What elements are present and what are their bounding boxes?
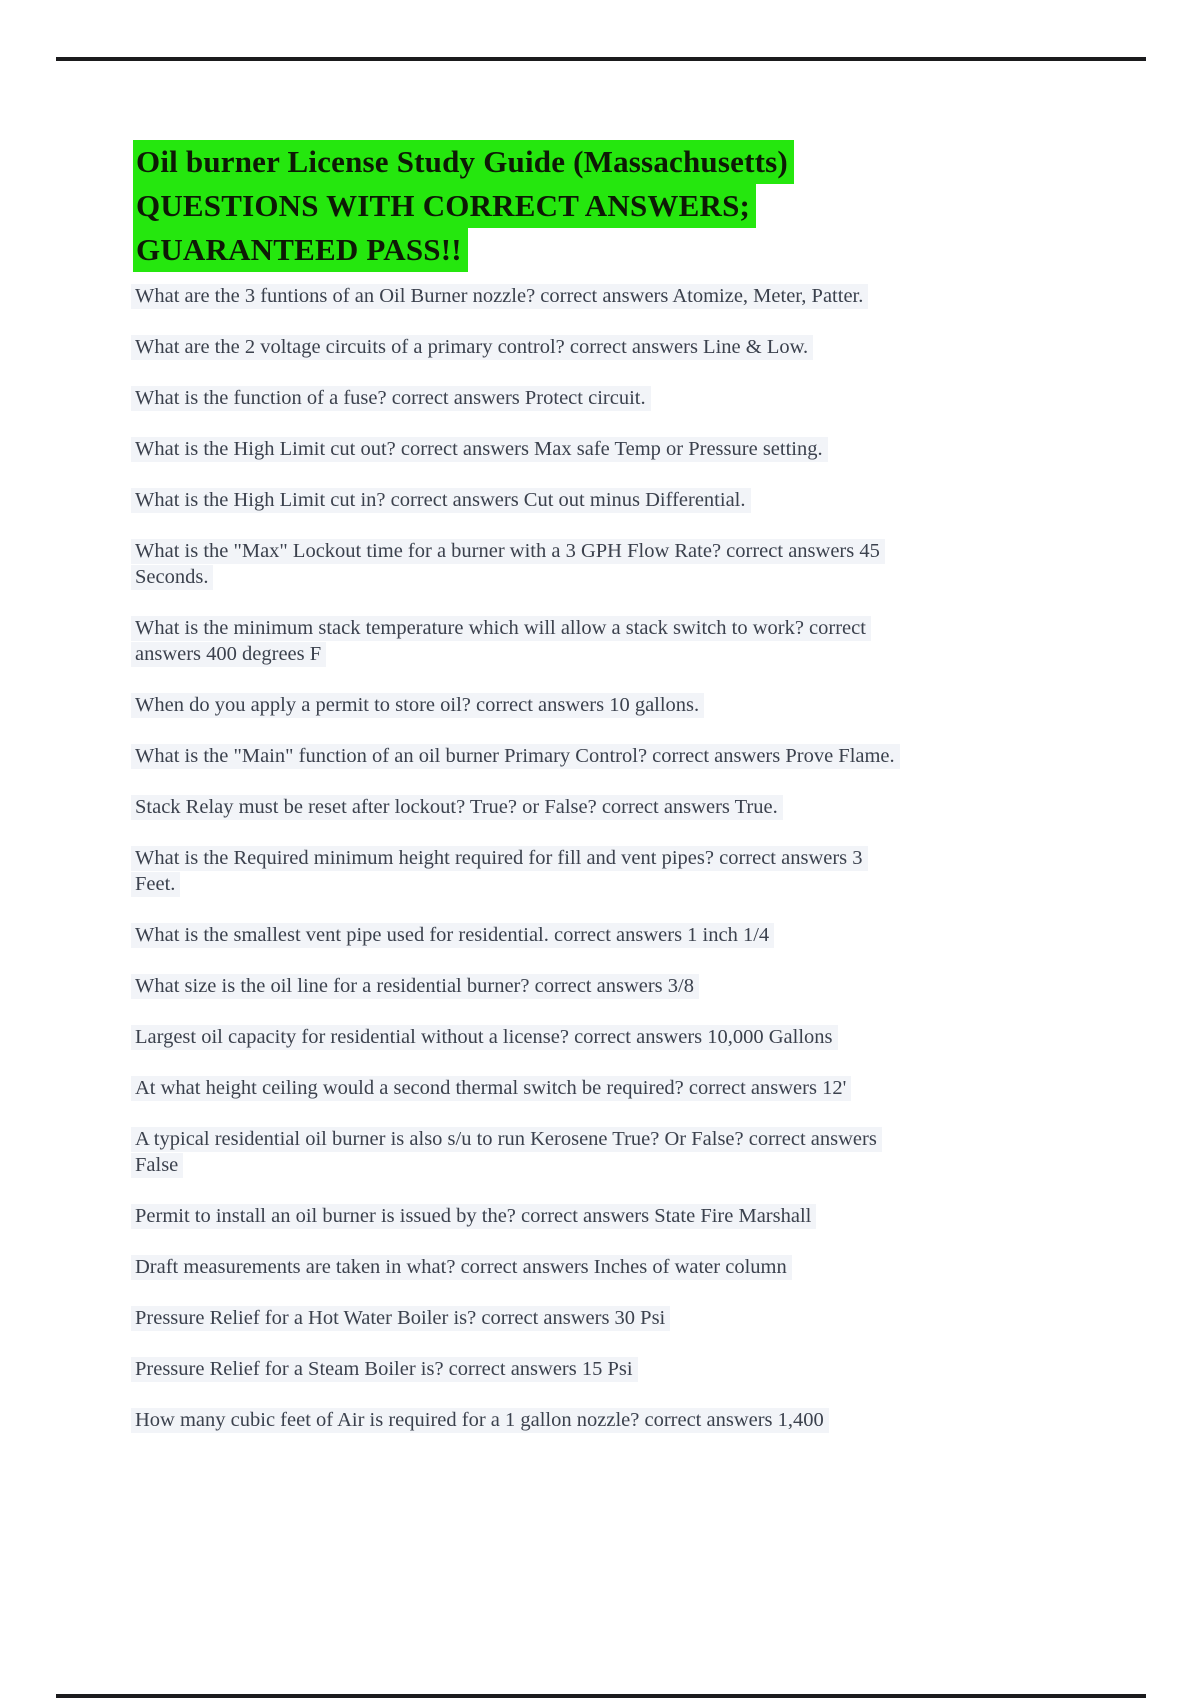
top-rule: [56, 57, 1146, 61]
qa-line-highlight: At what height ceiling would a second thermal switch be required? correct answers 12': [131, 1076, 851, 1101]
qa-line-highlight: Seconds.: [131, 565, 213, 590]
qa-line-highlight: A typical residential oil burner is also s/u to run Kerosene True? Or False? correct answers: [131, 1127, 882, 1152]
qa-paragraph: [135, 1407, 1080, 1433]
qa-line-highlight: What is the High Limit cut out? correct answers Max safe Temp or Pressure setting.: [131, 437, 828, 462]
qa-line-highlight: answers 400 degrees F: [131, 642, 326, 667]
qa-line: [135, 794, 1080, 820]
qa-line: [135, 845, 1080, 871]
qa-line-highlight: Largest oil capacity for residential without a license? correct answers 10,000 Gallons: [131, 1025, 838, 1050]
qa-line: [135, 436, 1080, 462]
qa-paragraph: [135, 692, 1080, 718]
qa-line: [135, 1024, 1080, 1050]
qa-line-highlight: Pressure Relief for a Hot Water Boiler is? correct answers 30 Psi: [131, 1306, 670, 1331]
qa-line: [135, 615, 1080, 641]
qa-line-highlight: What is the smallest vent pipe used for residential. correct answers 1 inch 1/4: [131, 923, 774, 948]
qa-line-highlight: What is the function of a fuse? correct answers Protect circuit.: [131, 386, 651, 411]
qa-line: [135, 564, 1080, 590]
qa-line-highlight: Pressure Relief for a Steam Boiler is? correct answers 15 Psi: [131, 1357, 638, 1382]
qa-paragraph: [135, 794, 1080, 820]
qa-paragraph: [135, 1305, 1080, 1331]
qa-line: [135, 922, 1080, 948]
qa-list: [135, 283, 1080, 1458]
qa-paragraph: [135, 922, 1080, 948]
qa-paragraph: [135, 538, 1080, 590]
qa-line-highlight: What is the minimum stack temperature which will allow a stack switch to work? correct: [131, 616, 871, 641]
qa-paragraph: [135, 1254, 1080, 1280]
qa-paragraph: [135, 487, 1080, 513]
qa-line: [135, 334, 1080, 360]
qa-paragraph: [135, 743, 1080, 769]
qa-line: [135, 692, 1080, 718]
qa-line: [135, 743, 1080, 769]
document-title: [133, 140, 794, 272]
title-line-2: QUESTIONS WITH CORRECT ANSWERS;: [133, 184, 756, 228]
qa-line-highlight: What are the 3 funtions of an Oil Burner nozzle? correct answers Atomize, Meter, Patter.: [131, 284, 868, 309]
qa-line-highlight: What is the High Limit cut in? correct answers Cut out minus Differential.: [131, 488, 751, 513]
qa-paragraph: [135, 845, 1080, 897]
qa-line: [135, 871, 1080, 897]
qa-line: [135, 1075, 1080, 1101]
qa-paragraph: [135, 436, 1080, 462]
qa-line-highlight: What is the "Max" Lockout time for a burner with a 3 GPH Flow Rate? correct answers 45: [131, 539, 885, 564]
qa-paragraph: [135, 283, 1080, 309]
qa-line-highlight: Draft measurements are taken in what? correct answers Inches of water column: [131, 1255, 792, 1280]
qa-line: [135, 1254, 1080, 1280]
qa-line: [135, 538, 1080, 564]
qa-line-highlight: When do you apply a permit to store oil? correct answers 10 gallons.: [131, 693, 704, 718]
qa-line: [135, 641, 1080, 667]
qa-line: [135, 385, 1080, 411]
qa-paragraph: [135, 1356, 1080, 1382]
qa-paragraph: [135, 334, 1080, 360]
qa-line-highlight: What is the "Main" function of an oil burner Primary Control? correct answers Prove Flame.: [131, 744, 900, 769]
qa-paragraph: [135, 1203, 1080, 1229]
qa-line-highlight: How many cubic feet of Air is required for a 1 gallon nozzle? correct answers 1,400: [131, 1408, 829, 1433]
qa-line: [135, 1126, 1080, 1152]
title-line-1: Oil burner License Study Guide (Massachusetts): [133, 140, 794, 184]
qa-line: [135, 1407, 1080, 1433]
qa-line-highlight: Feet.: [131, 872, 180, 897]
qa-paragraph: [135, 1024, 1080, 1050]
bottom-rule: [56, 1694, 1146, 1698]
qa-line-highlight: Permit to install an oil burner is issued by the? correct answers State Fire Marshall: [131, 1204, 816, 1229]
qa-line: [135, 973, 1080, 999]
qa-line: [135, 487, 1080, 513]
qa-line-highlight: What is the Required minimum height required for fill and vent pipes? correct answers 3: [131, 846, 868, 871]
qa-line: [135, 1152, 1080, 1178]
qa-paragraph: [135, 615, 1080, 667]
qa-line: [135, 1356, 1080, 1382]
qa-line: [135, 283, 1080, 309]
qa-line-highlight: What are the 2 voltage circuits of a primary control? correct answers Line & Low.: [131, 335, 813, 360]
qa-line-highlight: What size is the oil line for a residential burner? correct answers 3/8: [131, 974, 699, 999]
qa-paragraph: [135, 1126, 1080, 1178]
qa-line: [135, 1305, 1080, 1331]
qa-paragraph: [135, 385, 1080, 411]
title-line-3: GUARANTEED PASS!!: [133, 228, 468, 272]
qa-paragraph: [135, 973, 1080, 999]
qa-paragraph: [135, 1075, 1080, 1101]
qa-line-highlight: Stack Relay must be reset after lockout? True? or False? correct answers True.: [131, 795, 783, 820]
qa-line: [135, 1203, 1080, 1229]
qa-line-highlight: False: [131, 1153, 183, 1178]
